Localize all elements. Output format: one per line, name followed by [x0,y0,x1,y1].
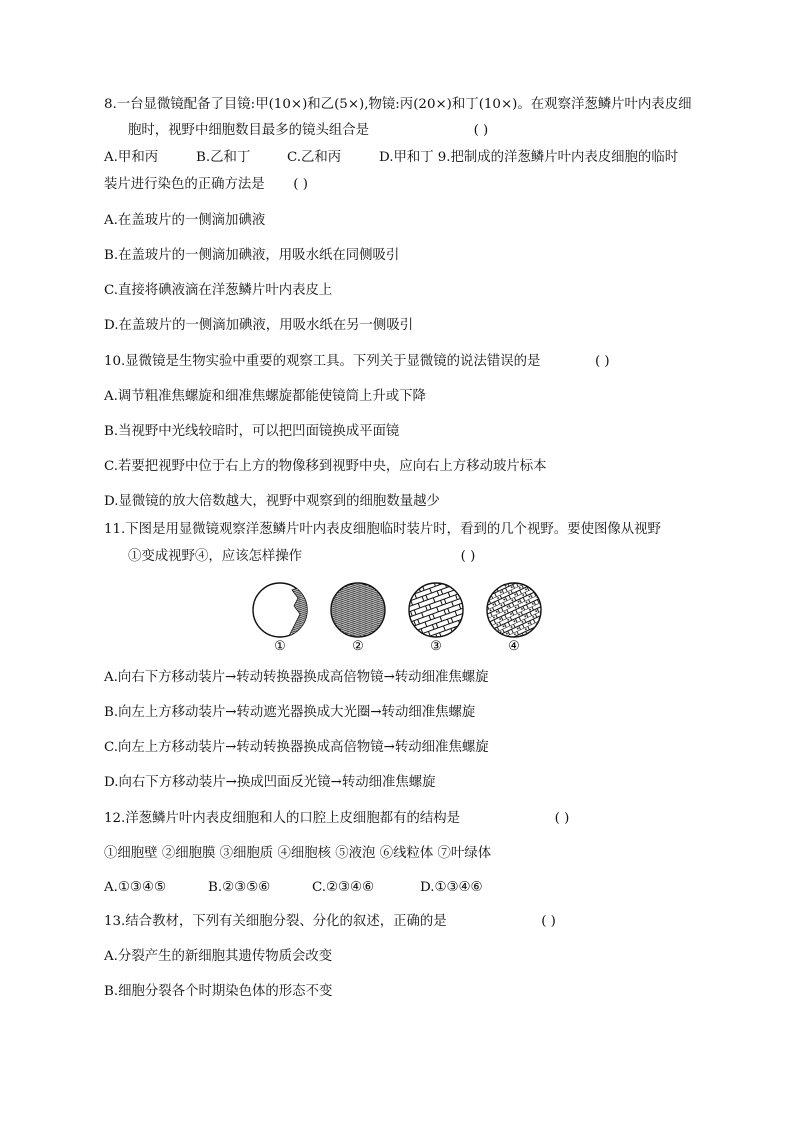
q10-stem-line [104,353,610,371]
q13-stem-text: 13.结合教材，下列有关细胞分裂、分化的叙述，正确的是 [104,914,447,929]
q9-option-d[interactable]: D.在盖玻片的一侧滴加碘液，用吸水纸在另一侧吸引 [104,318,414,333]
q10-answer-bracket[interactable]: ( ) [594,354,610,369]
q12-answer-bracket[interactable]: ( ) [554,811,570,826]
q13-answer-bracket[interactable]: ( ) [541,914,556,929]
field-label-4: ④ [508,639,520,652]
q11-answer-bracket[interactable]: ( ) [460,549,476,564]
q11-option-a[interactable]: A.向右下方移动装片→转动转换器换成高倍物镜→转动细准焦螺旋 [104,670,489,685]
q13-option-a[interactable]: A.分裂产生的新细胞其遗传物质会改变 [104,949,333,964]
q12-options-line [104,879,483,897]
microscope-fields-figure [248,580,548,652]
q12-stem-text: 12.洋葱鳞片叶内表皮细胞和人的口腔上皮细胞都有的结构是 [104,811,461,826]
q9-option-c[interactable]: C.直接将碘液滴在洋葱鳞片叶内表皮上 [104,283,333,298]
q10-option-d[interactable]: D.显微镜的放大倍数越大，视野中观察到的细胞数量越少 [104,494,440,509]
field-3-circle [409,583,463,637]
q12-option-b[interactable]: B.②③⑤⑥ [208,880,271,895]
q12-option-a[interactable]: A.①③④⑤ [104,880,166,895]
q13-option-b[interactable]: B.细胞分裂各个时期染色体的形态不变 [104,984,333,999]
field-4-circle [487,583,541,637]
q11-option-d[interactable]: D.向右下方移动装片→换成凹面反光镜→转动细准焦螺旋 [104,775,436,790]
q11-option-c[interactable]: C.向左上方移动装片→转动转换器换成高倍物镜→转动细准焦螺旋 [104,740,489,755]
q9-option-b[interactable]: B.在盖玻片的一侧滴加碘液，用吸水纸在同侧吸引 [104,248,400,263]
q8-stem-line2 [128,122,488,140]
q12-stem-line [104,810,569,828]
q9-stem-line2 [104,176,308,194]
field-1-circle [253,583,310,638]
q13-stem-line [104,913,556,931]
q9-stem-line1: 9.把制成的洋葱鳞片叶内表皮细胞的临时 [437,150,679,165]
q8-stem-line1: 8.一台显微镜配备了目镜:甲(10×)和乙(5×),物镜:丙(20×)和丁(10×)。在观察洋葱鳞片叶内表皮细 [104,97,692,112]
q10-option-a[interactable]: A.调节粗准焦螺旋和细准焦螺旋都能使镜筒上升或下降 [104,389,426,404]
q8-option-c[interactable]: C.乙和丙 [287,150,342,165]
q12-structures-list: ①细胞壁 ②细胞膜 ③细胞质 ④细胞核 ⑤液泡 ⑥线粒体 ⑦叶绿体 [104,846,492,861]
q11-stem-text: ①变成视野④，应该怎样操作 [128,549,303,564]
field-label-3: ③ [430,639,442,652]
q8-stem-text: 胞时，视野中细胞数目最多的镜头组合是 [128,123,370,138]
q8-answer-bracket[interactable]: ( ) [473,123,489,138]
q10-option-c[interactable]: C.若要把视野中位于右上方的物像移到视野中央，应向右上方移动玻片标本 [104,459,547,474]
q11-stem-line1: 11.下图是用显微镜观察洋葱鳞片叶内表皮细胞临时装片时，看到的几个视野。要使图像从视野 [104,522,661,537]
q9-answer-bracket[interactable]: ( ) [293,177,308,192]
q12-option-d[interactable]: D.①③④⑥ [420,880,483,895]
field-label-2: ② [352,639,364,652]
q10-option-b[interactable]: B.当视野中光线较暗时，可以把凹面镜换成平面镜 [104,424,400,439]
q8-option-b[interactable]: B.乙和丁 [196,150,251,165]
q9-stem-text: 装片进行染色的正确方法是 [104,177,265,192]
q11-stem-line2 [128,548,475,566]
q8-option-a[interactable]: A.甲和丙 [104,150,159,165]
field-2-circle [331,583,385,637]
q12-option-c[interactable]: C.②③④⑥ [312,880,375,895]
q9-option-a[interactable]: A.在盖玻片的一侧滴加碘液 [104,213,266,228]
q8-options-line [104,149,678,167]
q10-stem-text: 10.显微镜是生物实验中重要的观察工具。下列关于显微镜的说法错误的是 [104,354,541,369]
field-label-1: ① [274,639,286,652]
q8-option-d[interactable]: D.甲和丁 [379,150,434,165]
q11-option-b[interactable]: B.向左上方移动装片→转动遮光器换成大光圈→转动细准焦螺旋 [104,705,476,720]
